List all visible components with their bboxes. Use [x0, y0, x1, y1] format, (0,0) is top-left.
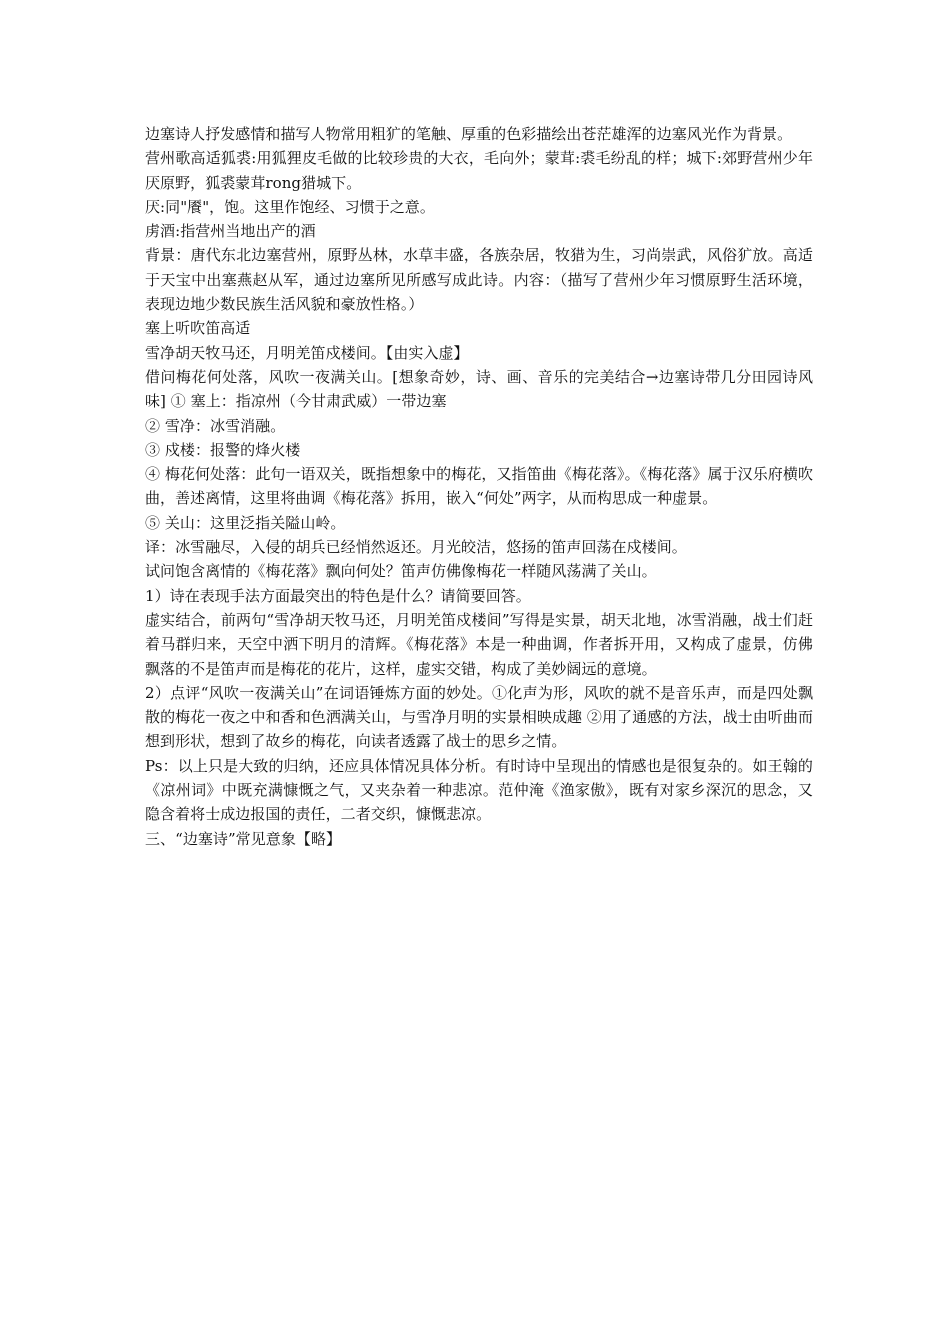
paragraph-poem-line-2: 借问梅花何处落，风吹一夜满关山。[想象奇妙，诗、画、音乐的完美结合→边塞诗带几分田园诗风味] ① 塞上：指凉州（今甘肃武威）一带边塞: [145, 367, 813, 411]
paragraph-note-3: ③ 戍楼：报警的烽火楼: [145, 440, 301, 459]
paragraph-question-1: 1）诗在表现手法方面最突出的特色是什么？请简要回答。: [145, 586, 531, 605]
paragraph-ps: Ps：以上只是大致的归纳，还应具体情况具体分析。有时诗中呈现出的情感也是很复杂的。如王翰的《凉州词》中既充满慷慨之气，又夹杂着一种悲凉。范仲淹《渔家傲》，既有对家乡深沉的思念，又隐含着将士成边报国的责任，二者交织，慷慨悲凉。: [145, 756, 813, 824]
paragraph-background: 背景：唐代东北边塞营州，原野丛林，水草丰盛，各族杂居，牧猎为生，习尚崇武，风俗犷放。高适于天宝中出塞燕赵从军，通过边塞所见所感写成此诗。内容：（描写了营州少年习惯原野生活环境，表现边地少数民族生活风貌和豪放性格。）: [145, 246, 813, 314]
section-heading: 三、“边塞诗”常见意象【略】: [145, 829, 342, 848]
paragraph-note-lujiu: 虏酒:指营州当地出产的酒: [145, 222, 316, 241]
document-body: [145, 122, 813, 851]
paragraph-note-yan: 厌:同"餍"，饱。这里作饱经、习惯于之意。: [145, 197, 435, 216]
paragraph-translation-2: 试问饱含离情的《梅花落》飘向何处？笛声仿佛像梅花一样随风荡满了关山。: [145, 562, 657, 581]
paragraph-note-4: ④ 梅花何处落：此句一语双关，既指想象中的梅花，又指笛曲《梅花落》。《梅花落》属于汉乐府横吹曲，善述离情，这里将曲调《梅花落》拆用，嵌入“何处”两字，从而构思成一种虚景。: [145, 465, 813, 508]
paragraph-translation: 译：冰雪融尽，入侵的胡兵已经悄然返还。月光皎洁，悠扬的笛声回荡在戍楼间。: [145, 538, 687, 557]
paragraph-poem-yingzhou: 营州歌高适狐裘:用狐狸皮毛做的比较珍贵的大衣，毛向外；蒙茸:裘毛纷乱的样；城下:郊野营州少年厌原野，狐裘蒙茸rong猎城下。: [145, 149, 813, 192]
paragraph-poem-line-1: 雪净胡天牧马还，月明羌笛戍楼间。【由实入虚】: [145, 343, 469, 362]
paragraph-note-5: ⑤ 关山：这里泛指关隘山岭。: [145, 513, 346, 532]
paragraph-question-2: 2）点评“风吹一夜满关山”在词语锤炼方面的妙处。①化声为形，风吹的就不是音乐声，而是四处飘散的梅花一夜之中和香和色洒满关山，与雪净月明的实景相映成趣 ②用了通感的方法，战士由听曲而想到形状，想到了故乡的梅花，向读者透露了战士的思乡之情。: [145, 683, 813, 751]
paragraph-note-2: ② 雪净：冰雪消融。: [145, 416, 286, 435]
paragraph-answer-1: 虚实结合，前两句“雪净胡天牧马还，月明羌笛戍楼间”写得是实景，胡天北地，冰雪消融，战士们赶着马群归来，天空中洒下明月的清辉。《梅花落》本是一种曲调，作者拆开用，又构成了虚景，仿佛飘落的不是笛声而是梅花的花片，这样，虚实交错，构成了美妙阔远的意境。: [145, 610, 813, 678]
paragraph-poem-title: 塞上听吹笛高适: [145, 319, 251, 338]
paragraph-intro: 边塞诗人抒发感情和描写人物常用粗犷的笔触、厚重的色彩描绘出苍茫雄浑的边塞风光作为背景。: [145, 125, 793, 143]
